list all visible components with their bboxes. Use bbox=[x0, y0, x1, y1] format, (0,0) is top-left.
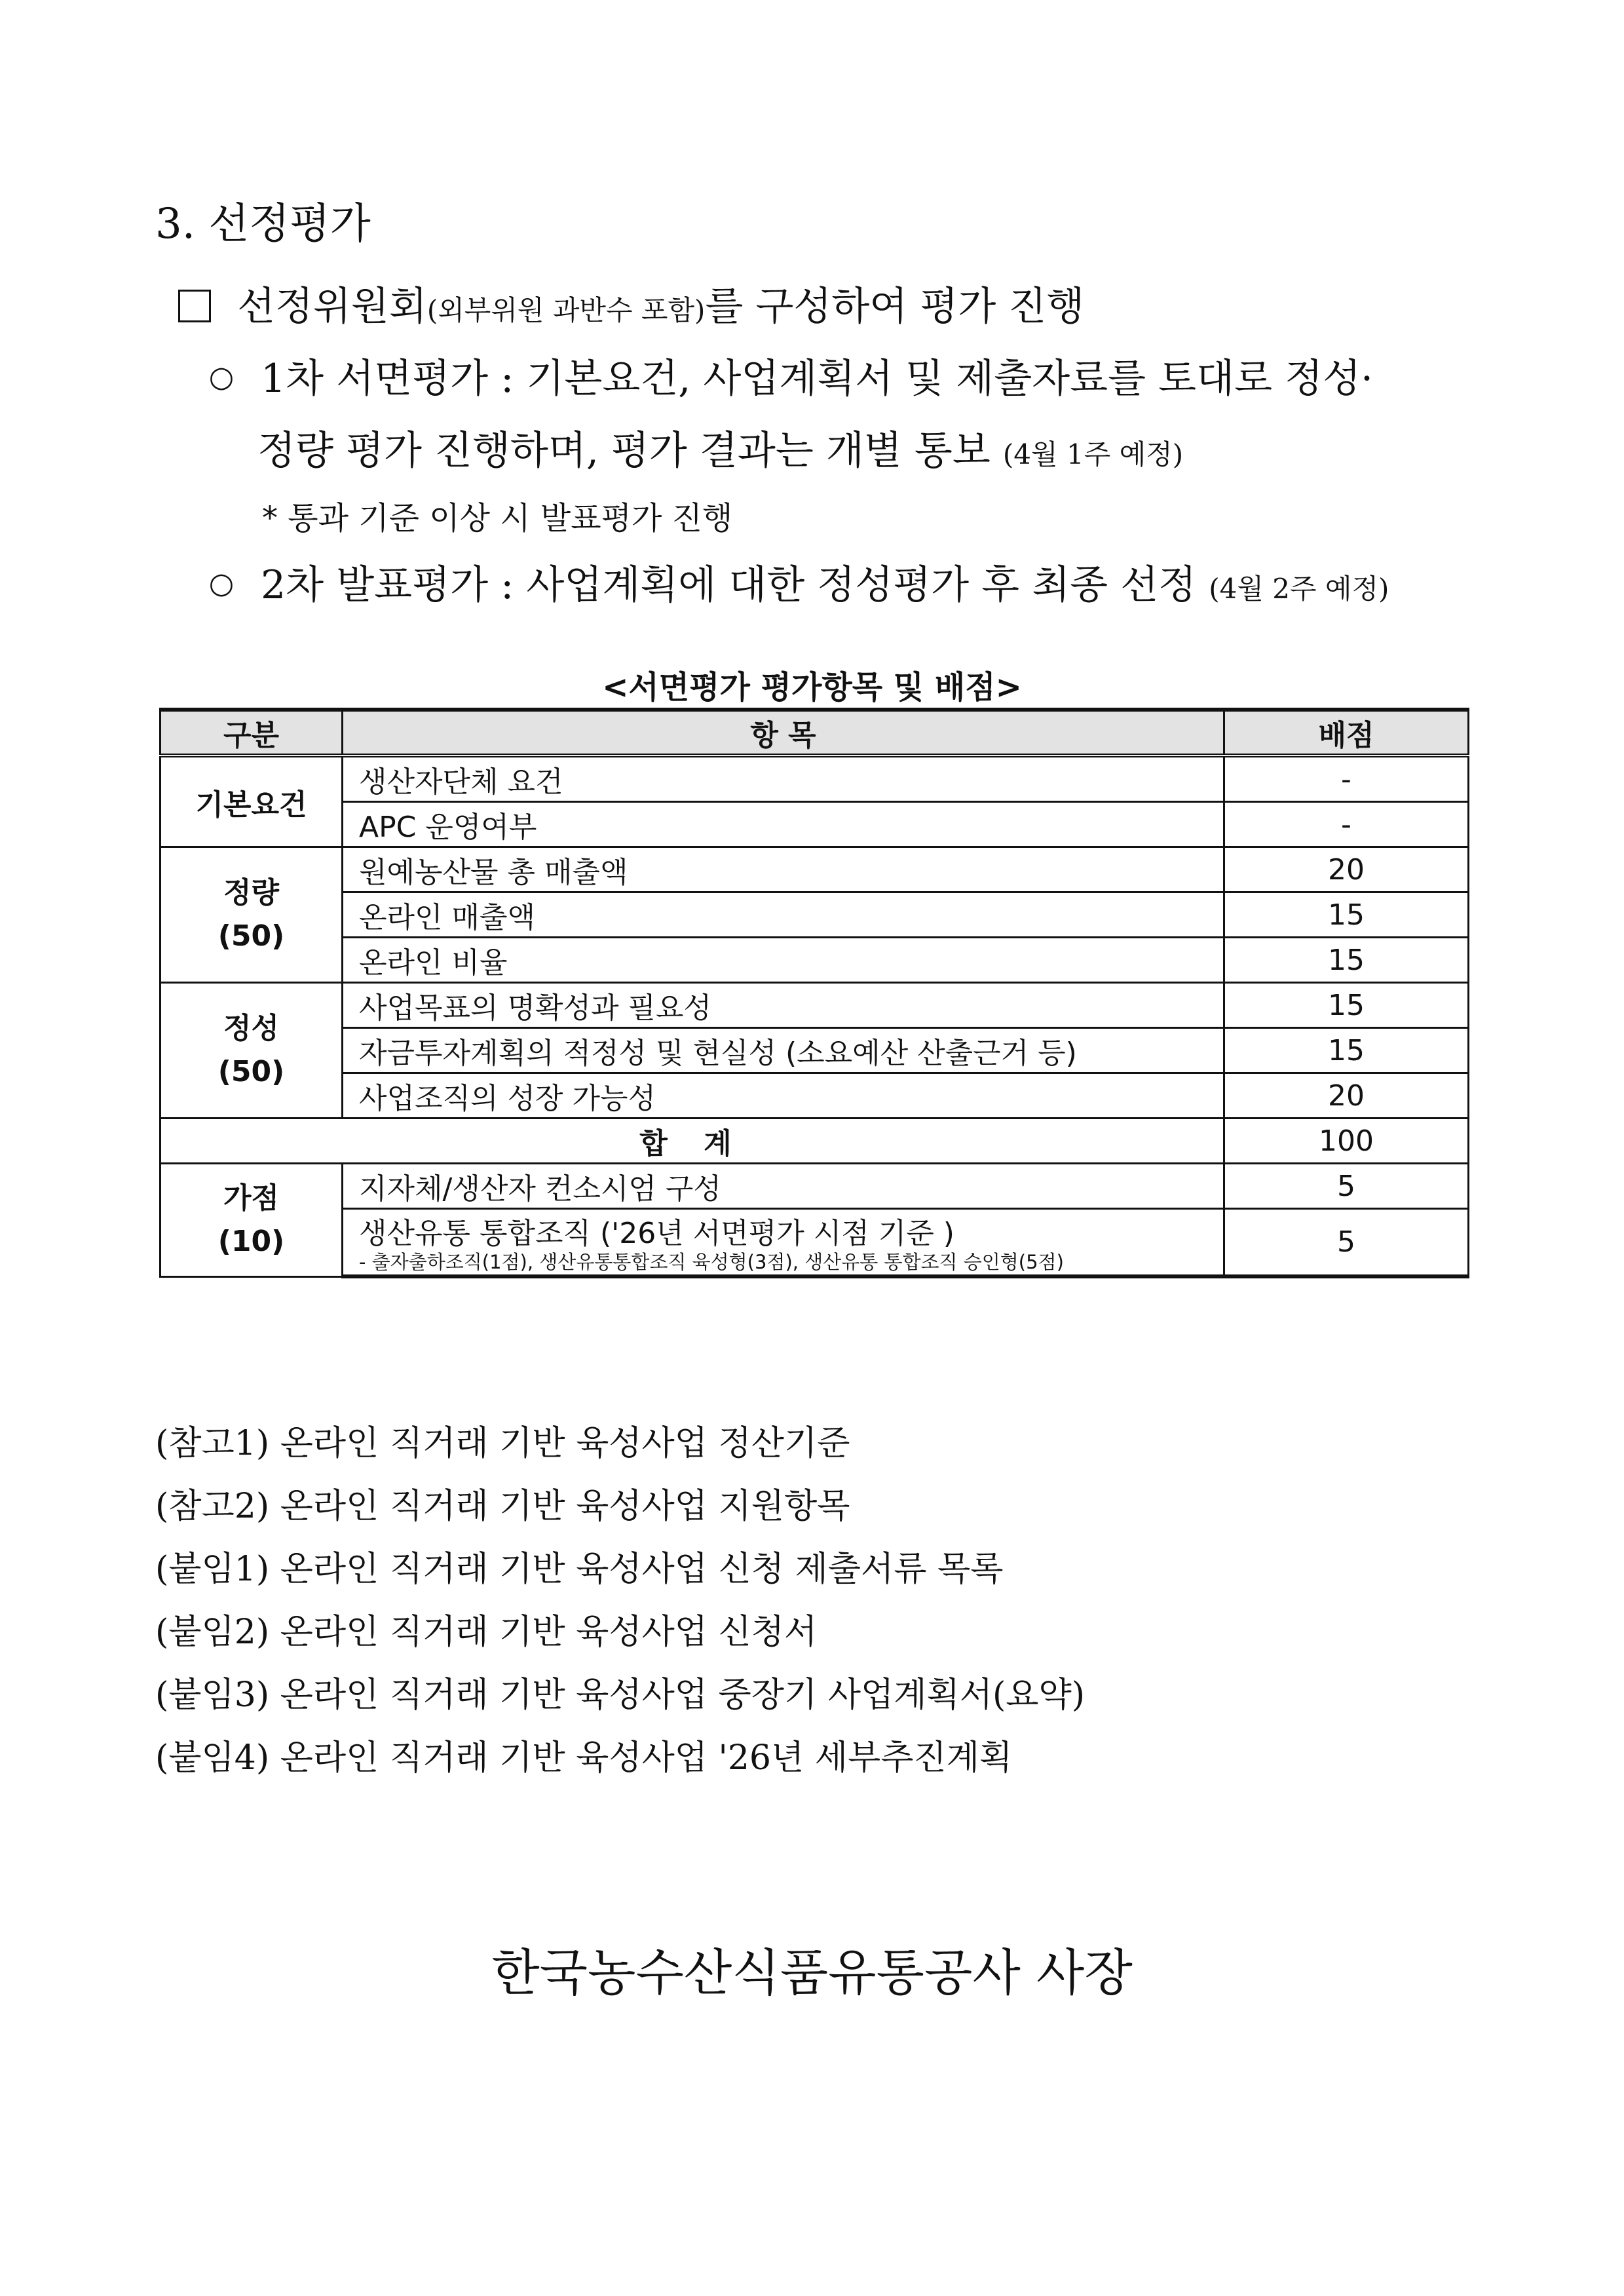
row-item: 지자체/생산자 컨소시엄 구성 bbox=[343, 1164, 1224, 1209]
item-1-cont-text: 정량 평가 진행하며, 평가 결과는 개별 통보 bbox=[257, 428, 991, 474]
row-score: 15 bbox=[1224, 1028, 1469, 1073]
table-row bbox=[161, 1028, 1469, 1073]
table-row bbox=[161, 1209, 1469, 1277]
row-item-sub: - 출자출하조직(1점), 생산유통통합조직 육성형(3점), 생산유통 통합조직 승인형(5점) bbox=[359, 1251, 1064, 1273]
row-score: 5 bbox=[1224, 1164, 1469, 1209]
group-quantitative bbox=[161, 847, 343, 983]
table-header-row bbox=[161, 710, 1469, 756]
row-score: 15 bbox=[1224, 938, 1469, 983]
row-item: 원예농산물 총 매출액 bbox=[343, 847, 1224, 892]
row-item: APC 운영여부 bbox=[343, 802, 1224, 847]
reference-item: (붙임2) 온라인 직거래 기반 육성사업 신청서 bbox=[155, 1613, 818, 1652]
evaluation-table bbox=[159, 708, 1469, 1278]
group-bonus bbox=[161, 1164, 343, 1277]
row-item: 자금투자계획의 적정성 및 현실성 (소요예산 산출근거 등) bbox=[343, 1028, 1224, 1073]
reference-list bbox=[155, 1412, 1085, 1789]
total-row bbox=[161, 1119, 1469, 1164]
total-label: 합 계 bbox=[161, 1119, 1224, 1164]
row-item bbox=[343, 1209, 1224, 1277]
group-bonus-score: (10) bbox=[217, 1224, 285, 1258]
row-item: 생산자단체 요건 bbox=[343, 756, 1224, 802]
table-row bbox=[161, 847, 1469, 892]
circle-bullet-icon: ○ bbox=[208, 360, 235, 394]
row-score: 15 bbox=[1224, 983, 1469, 1028]
reference-item: (붙임3) 온라인 직거래 기반 육성사업 중장기 사업계획서(요약) bbox=[155, 1675, 1085, 1715]
row-item: 사업목표의 명확성과 필요성 bbox=[343, 983, 1224, 1028]
row-score: 5 bbox=[1224, 1209, 1469, 1277]
table-row bbox=[161, 1164, 1469, 1209]
item-2 bbox=[208, 554, 1389, 610]
group-quantitative-score: (50) bbox=[217, 919, 285, 953]
header-score: 배점 bbox=[1224, 710, 1469, 756]
reference-item: (붙임1) 온라인 직거래 기반 육성사업 신청 제출서류 목록 bbox=[155, 1550, 1004, 1589]
table-row bbox=[161, 983, 1469, 1028]
group-basic: 기본요건 bbox=[161, 756, 343, 847]
item-2-schedule: (4월 2주 예정) bbox=[1209, 573, 1389, 605]
group-qualitative bbox=[161, 983, 343, 1119]
item-1-text: 1차 서면평가 : 기본요건, 사업계획서 및 제출자료를 토대로 정성· bbox=[261, 356, 1374, 402]
row-item: 온라인 매출액 bbox=[343, 892, 1224, 938]
table-row bbox=[161, 1073, 1469, 1119]
group-qualitative-label: 정성 bbox=[223, 1012, 279, 1045]
row-item-main: 생산유통 통합조직 ('26년 서면평가 시점 기준 ) bbox=[359, 1217, 954, 1250]
square-bullet-icon bbox=[178, 290, 211, 322]
row-score: 15 bbox=[1224, 892, 1469, 938]
row-score: 20 bbox=[1224, 1073, 1469, 1119]
item-1-continuation bbox=[257, 419, 1183, 476]
table-row bbox=[161, 802, 1469, 847]
item-1-schedule: (4월 1주 예정) bbox=[1002, 438, 1184, 470]
item-1 bbox=[208, 347, 1373, 404]
row-score: - bbox=[1224, 802, 1469, 847]
reference-item: (붙임4) 온라인 직거래 기반 육성사업 '26년 세부추진계획 bbox=[155, 1738, 1013, 1778]
circle-bullet-icon: ○ bbox=[208, 567, 235, 600]
box-main-text: 선정위원회 bbox=[237, 284, 427, 330]
row-score: 20 bbox=[1224, 847, 1469, 892]
box-paren-text: (외부위원 과반수 포함) bbox=[426, 294, 706, 326]
header-item: 항 목 bbox=[343, 710, 1224, 756]
item-2-text: 2차 발표평가 : 사업계획에 대한 정성평가 후 최종 선정 bbox=[261, 562, 1197, 608]
section-title: 3. 선정평가 bbox=[155, 200, 371, 248]
box-bullet-line bbox=[178, 275, 1084, 332]
row-score: - bbox=[1224, 756, 1469, 802]
group-quantitative-label: 정량 bbox=[223, 876, 279, 909]
table-row bbox=[161, 892, 1469, 938]
table-row bbox=[161, 756, 1469, 802]
table-row bbox=[161, 938, 1469, 983]
reference-item: (참고2) 온라인 직거래 기반 육성사업 지원항목 bbox=[155, 1487, 850, 1526]
signature: 한국농수산식품유통공사 사장 bbox=[491, 1943, 1133, 2002]
row-item: 온라인 비율 bbox=[343, 938, 1224, 983]
note: * 통과 기준 이상 시 발표평가 진행 bbox=[262, 500, 733, 537]
header-category: 구분 bbox=[161, 710, 343, 756]
box-rest-text: 를 구성하여 평가 진행 bbox=[705, 284, 1085, 330]
table-title: <서면평가 평가항목 및 배점> bbox=[602, 669, 1022, 706]
group-qualitative-score: (50) bbox=[217, 1055, 285, 1088]
row-item: 사업조직의 성장 가능성 bbox=[343, 1073, 1224, 1119]
reference-item: (참고1) 온라인 직거래 기반 육성사업 정산기준 bbox=[155, 1424, 850, 1463]
group-bonus-label: 가점 bbox=[223, 1181, 279, 1215]
total-score: 100 bbox=[1224, 1119, 1469, 1164]
